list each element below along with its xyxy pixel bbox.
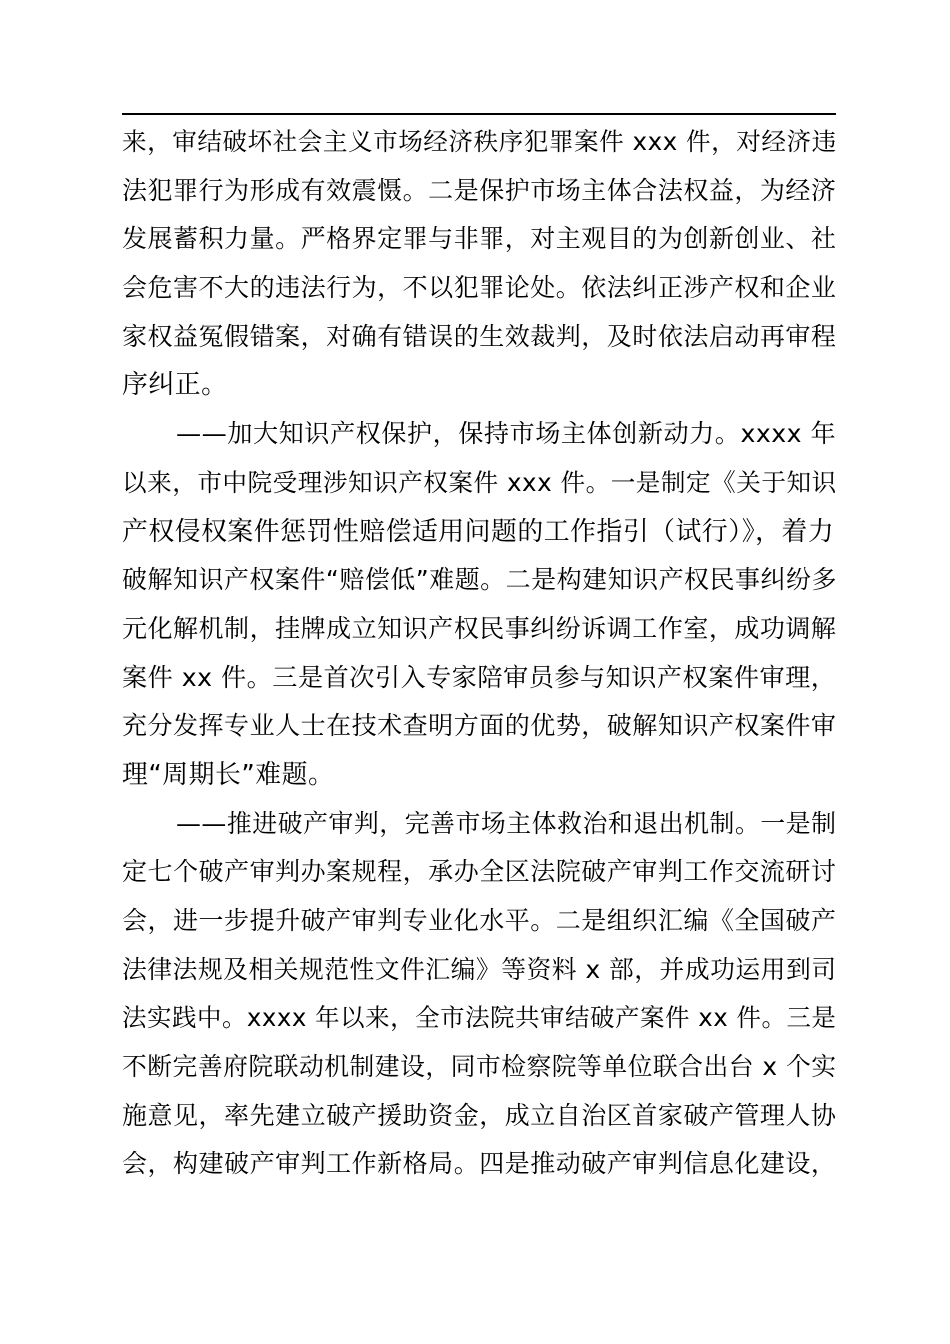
text-line: 序纠正。 (122, 370, 228, 401)
text-line: 会，构建破产审判工作新格局。四是推动破产审判信息化建设， (122, 1149, 837, 1179)
text-line: ——加大知识产权保护，保持市场主体创新动力。xxxx 年 (176, 419, 837, 449)
text-line: 充分发挥专业人士在技术查明方面的优势，破解知识产权案件审 (122, 711, 837, 741)
text-line: 定七个破产审判办案规程，承办全区法院破产审判工作交流研讨 (122, 857, 837, 887)
text-line: ——推进破产审判，完善市场主体救治和退出机制。一是制 (176, 808, 837, 838)
header-rule (122, 113, 836, 115)
text-line: 发展蓄积力量。严格界定罪与非罪，对主观目的为创新创业、社 (122, 224, 837, 254)
text-line: 以来，市中院受理涉知识产权案件 xxx 件。一是制定《关于知识 (122, 467, 837, 497)
text-line: 法犯罪行为形成有效震慑。二是保护市场主体合法权益，为经济 (122, 175, 837, 205)
text-line: 施意见，率先建立破产援助资金，成立自治区首家破产管理人协 (122, 1100, 837, 1130)
text-line: 法律法规及相关规范性文件汇编》等资料 x 部，并成功运用到司 (122, 954, 837, 984)
text-line: 会，进一步提升破产审判专业化水平。二是组织汇编《全国破产 (122, 906, 837, 935)
text-line: 破解知识产权案件“赔偿低”难题。二是构建知识产权民事纠纷多 (122, 565, 837, 595)
text-line: 产权侵权案件惩罚性赔偿适用问题的工作指引（试行）》，着力 (122, 516, 835, 547)
body-text (122, 118, 840, 1189)
text-line: 家权益冤假错案，对确有错误的生效裁判，及时依法启动再审程 (122, 321, 837, 351)
text-line: 理“周期长”难题。 (122, 759, 335, 790)
text-line: 元化解机制，挂牌成立知识产权民事纠纷诉调工作室，成功调解 (122, 613, 837, 643)
text-line: 法实践中。xxxx 年以来，全市法院共审结破产案件 xx 件。三是 (122, 1003, 837, 1033)
text-line: 会危害不大的违法行为，不以犯罪论处。依法纠正涉产权和企业 (122, 273, 837, 303)
text-line: 来，审结破坏社会主义市场经济秩序犯罪案件 xxx 件，对经济违 (122, 127, 837, 156)
text-line: 案件 xx 件。三是首次引入专家陪审员参与知识产权案件审理， (122, 662, 837, 692)
text-line: 不断完善府院联动机制建设，同市检察院等单位联合出台 x 个实 (122, 1052, 837, 1082)
